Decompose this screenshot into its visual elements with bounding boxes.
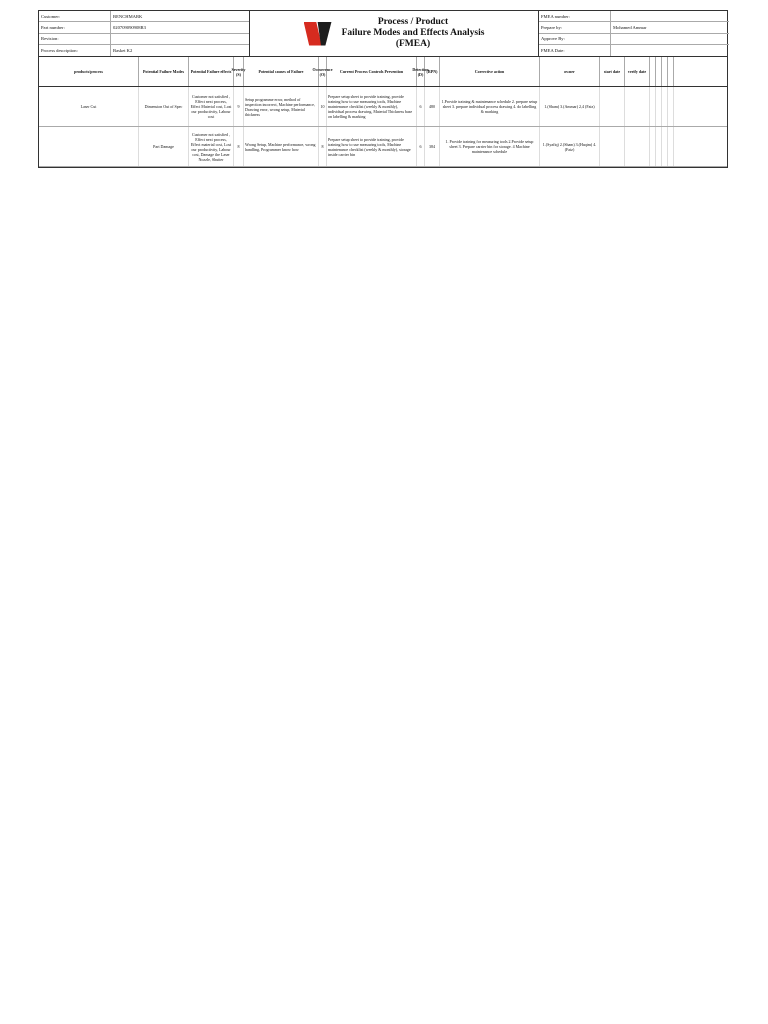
table-row (39, 127, 727, 167)
cell-corrective-action: 1. Provide training for measuring tools 2.Provide setup sheet 3. Prepare carrier bin for storage. 4 Machine maintenance schedule (440, 127, 540, 166)
header-right-block (539, 11, 729, 56)
fmea-sheet (38, 10, 728, 168)
cell-severity: 8 (234, 127, 244, 166)
approve-by-label: Approve By: (539, 34, 611, 44)
cell-extra-4 (668, 127, 674, 166)
cell-rpn: 384 (425, 127, 440, 166)
col-header-occurrence: Occurrence (O) (319, 57, 327, 86)
cell-controls: Prepare setup sheet to provide training, provide training how to use measuring tools, Machine maintenance checklist (weekly & monthly), individual process drawing, Material Thickness base on labelling & marking (327, 87, 417, 126)
cell-detection: 6 (417, 87, 425, 126)
col-header-causes: Potential causes of Failure (244, 57, 319, 86)
col-header-owner: owner (540, 57, 600, 86)
process-description-label: Process description: (39, 45, 111, 56)
cell-process: Laser Cut (39, 87, 139, 126)
cell-process (39, 127, 139, 166)
header-fmea-date-row (539, 45, 729, 56)
cell-failure-effects: Customer not satisfied , Effect next process, Effect Material cost, Lost our productivity, Labour cost (189, 87, 234, 126)
cell-start-date (600, 87, 625, 126)
col-header-process: products/process (39, 57, 139, 86)
header-fmea-number-row (539, 11, 729, 22)
table-row (39, 87, 727, 127)
header-customer-row (39, 11, 249, 22)
cell-occurrence: 8 (319, 127, 327, 166)
cell-controls: Prepare setup sheet to provide training, provide training how to use measuring tools, Machine maintenance checklist (weekly & monthly), storage inside carrier bin (327, 127, 417, 166)
cell-causes: Wrong Setup, Machine performance, wrong handling, Programmer know how (244, 127, 319, 166)
prepare-by-label: Prepare by: (539, 22, 611, 32)
cell-corrective-action: 1.Provide training & maintenance schedule 2. prepare setup sheet 3. prepare individual process drawing 4. do labelling & marking (440, 87, 540, 126)
col-header-controls: Current Process Controls Prevention (327, 57, 417, 86)
header-approve-by-row (539, 34, 729, 45)
col-header-detection: Detection (D) (417, 57, 425, 86)
cell-owner: 1.(Syafiq) 2.(Sham) 3.(Haqim) 4.(Faiz) (540, 127, 600, 166)
process-description-value: Basket K2 (113, 47, 133, 53)
company-logo (304, 22, 332, 46)
cell-failure-effects: Customer not satisfied , Effect next process, Effect material cost, Lost our productivity, Labour cost, Damage the Laser Nozzle, Shutter (189, 127, 234, 166)
fmea-number-label: FMEA number: (539, 11, 611, 21)
cell-verify-date (625, 87, 650, 126)
cell-owner: 1.(Sham) 3.(Ammar) 2,4 (Faiz) (540, 87, 600, 126)
col-header-failure-effects: Potential Failure effects (189, 57, 234, 86)
cell-start-date (600, 127, 625, 166)
cell-failure-mode: Part Damage (139, 127, 189, 166)
header-prepare-by-row (539, 22, 729, 33)
col-header-start-date: start date (600, 57, 625, 86)
col-header-verify-date: verify date (625, 57, 650, 86)
cell-extra-4 (668, 87, 674, 126)
col-header-corrective-action: Corrective action (440, 57, 540, 86)
col-header-failure-modes: Potential Failure Modes (139, 57, 189, 86)
document-title (342, 17, 485, 50)
part-number-label: Part number: (39, 22, 111, 32)
cell-verify-date (625, 127, 650, 166)
cell-detection: 6 (417, 127, 425, 166)
col-header-extra-4 (668, 57, 674, 86)
header-part-number-row (39, 22, 249, 33)
col-header-severity: Severity (S) (234, 57, 244, 86)
header-revision-row (39, 34, 249, 45)
title-line-3: (FMEA) (395, 38, 431, 49)
cell-causes: Setup programme error, method of inspection incorrect, Machine performance, Drawing error, wrong setup, Material thickness (244, 87, 319, 126)
header-title-block (249, 11, 539, 56)
title-line-2: Failure Modes and Effects Analysis (341, 28, 485, 39)
cell-occurrence: 10 (319, 87, 327, 126)
col-header-rpn: (RPN) (425, 57, 440, 86)
prepare-by-value: Mohamed Ammar (613, 24, 647, 30)
column-headers (39, 57, 727, 87)
cell-failure-mode: Dimension Out of Spec (139, 87, 189, 126)
cell-rpn: 480 (425, 87, 440, 126)
cell-severity: 9 (234, 87, 244, 126)
title-line-1: Process / Product (377, 17, 449, 28)
header-left-block (39, 11, 249, 56)
part-number-value: 020709090908R3 (113, 24, 146, 30)
fmea-date-label: FMEA Date: (539, 45, 611, 56)
header (39, 11, 727, 57)
customer-value: BENCHMARK (113, 13, 143, 19)
revision-label: Revision: (39, 34, 111, 44)
header-process-description-row (39, 45, 249, 56)
customer-label: Customer: (39, 11, 111, 21)
